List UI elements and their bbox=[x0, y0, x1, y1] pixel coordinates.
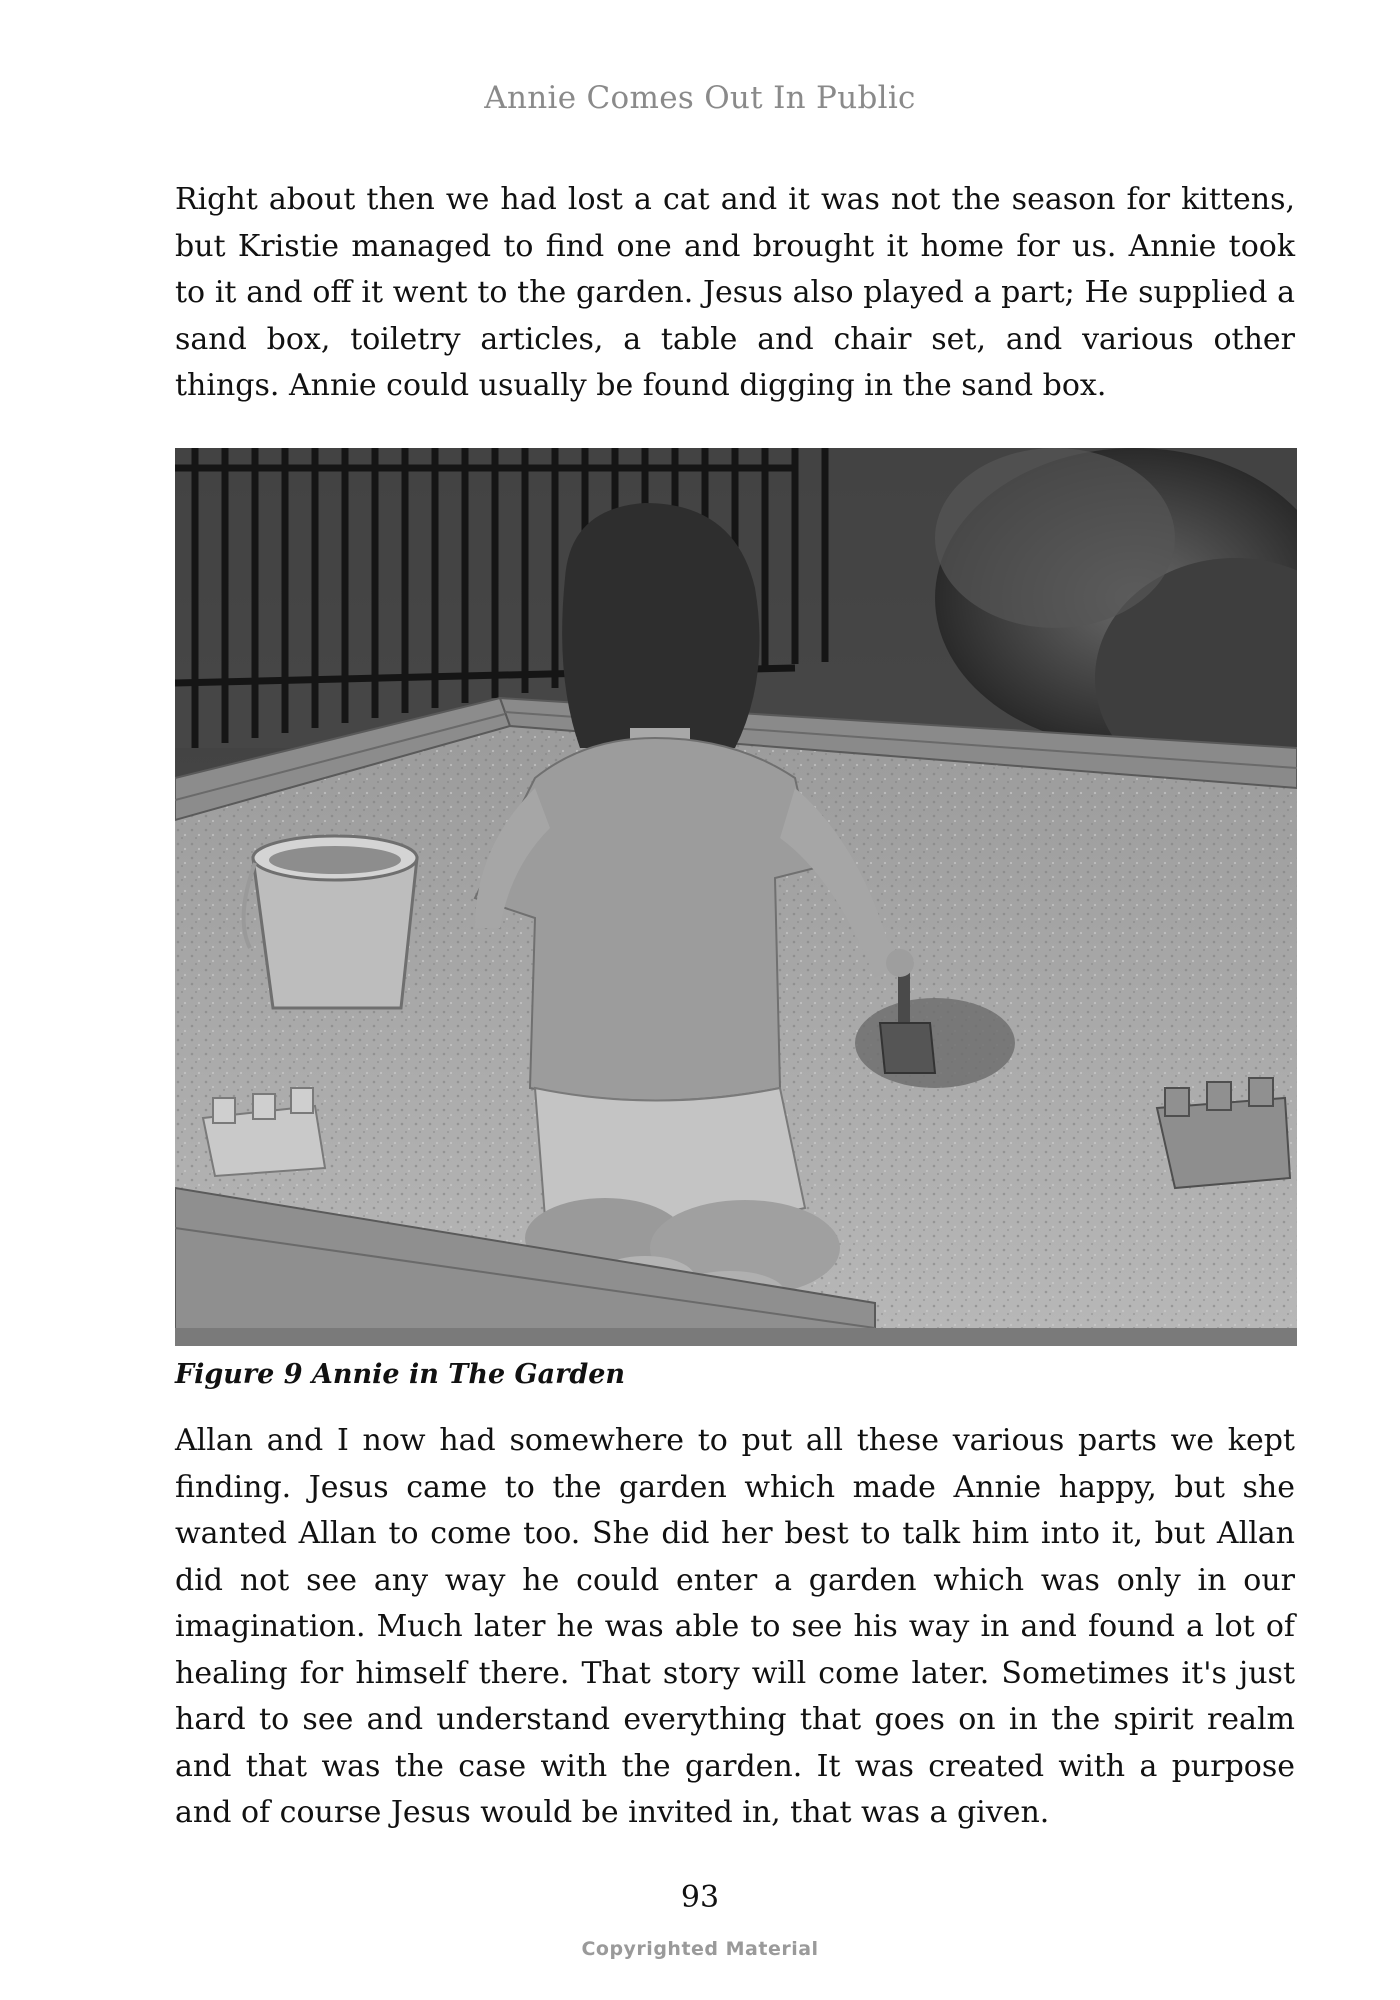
sandbox-photo-illustration bbox=[175, 448, 1297, 1346]
copyright-notice: Copyrighted Material bbox=[581, 1938, 819, 1960]
body-paragraph-2: Allan and I now had somewhere to put all these various parts we kept finding. Jesus came to the garden which made Annie happy, but she wanted Allan to come too. She did her best to talk him into it, but Allan did not see any way he could enter a garden which was only in our imagination. Much later he was able to see his way in and found a lot of healing for himself there. That story will come later. Sometimes it's just hard to see and understand everything that goes on in the spirit realm and that was the case with the garden. It was created with a purpose and of course Jesus would be invited in, that was a given. bbox=[175, 1423, 1295, 1830]
sand-mold-right bbox=[1157, 1078, 1290, 1188]
page-number: 93 bbox=[680, 1880, 720, 1915]
body-paragraph-1: Right about then we had lost a cat and it was not the season for kittens, but Kristie managed to find one and brought it home for us. Annie took to it and off it went to the garden. Jesus also played a part; He supplied a sand box, toiletry articles, a table and chair set, and various other things. Annie could usually be found digging in the sand box. bbox=[175, 182, 1295, 403]
sand-bucket bbox=[244, 836, 417, 1008]
running-header: Annie Comes Out In Public bbox=[484, 80, 916, 116]
figure-photo bbox=[175, 448, 1297, 1346]
figure-caption: Figure 9 Annie in The Garden bbox=[175, 1359, 626, 1390]
sand-mold-left bbox=[203, 1088, 325, 1176]
